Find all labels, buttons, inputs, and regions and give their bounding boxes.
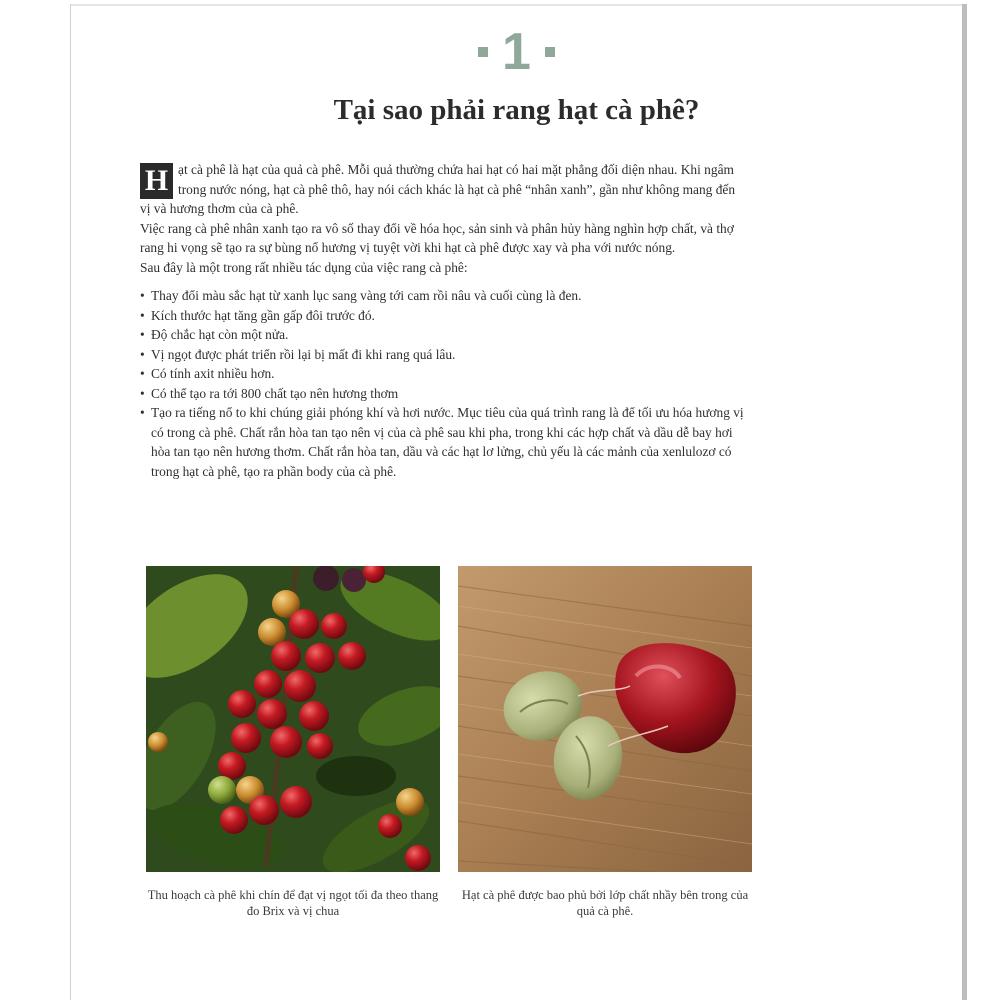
list-item: • Có thể tạo ra tới 800 chất tạo nên hương thơm (140, 384, 744, 404)
figure-caption-1: Thu hoạch cà phê khi chín để đạt vị ngọt tối đa theo thang đo Brix và vị chua (147, 888, 439, 918)
list-item: • Thay đổi màu sắc hạt từ xanh lục sang vàng tới cam rồi nâu và cuối cùng là đen. (140, 286, 744, 306)
intro-paragraph-1 (140, 160, 744, 219)
coffee-cherries-illustration (146, 566, 440, 872)
list-item: • Vị ngọt được phát triển rồi lại bị mất đi khi rang quá lâu. (140, 345, 744, 365)
body-text (140, 160, 744, 481)
chapter-square-right (545, 47, 555, 57)
intro-paragraph-2: Việc rang cà phê nhân xanh tạo ra vô số thay đổi về hóa học, sản sinh và phân hủy hàng nghìn hợp chất, và thợ rang hi vọng sẽ tạo ra sự bùng nổ hương vị tuyệt vời khi hạt cà phê được xay và pha với nước nóng. (140, 220, 734, 255)
list-item: • Độ chắc hạt còn một nửa. (140, 325, 744, 345)
page-top-edge (71, 4, 962, 6)
roasting-effects-list (140, 286, 744, 481)
chapter-square-left (478, 47, 488, 57)
drop-cap: H (140, 163, 173, 199)
figure-caption-2: Hạt cà phê được bao phủ bởi lớp chất nhầy bên trong của quả cà phê. (461, 888, 749, 918)
list-item: • Tạo ra tiếng nổ to khi chúng giải phóng khí và hơi nước. Mục tiêu của quá trình rang là để tối ưu hóa hương vị có trong cà phê. Chất rắn hòa tan tạo nên vị của cà phê sau khi pha, trong khi các hợp chất và dầu dễ bay hơi hòa tan tạo nên hương thơm. Chất rắn hòa tan, dầu và các hạt lơ lửng, chủ yếu là các mảnh của xenlulozơ có trong hạt cà phê, tạo ra phần body của cà phê. (140, 403, 744, 481)
coffee-cherries-photo (146, 566, 440, 872)
list-item: • Kích thước hạt tăng gần gấp đôi trước đó. (140, 306, 744, 326)
intro-paragraph-3: Sau đây là một trong rất nhiều tác dụng của việc rang cà phê: (140, 259, 468, 275)
coffee-beans-illustration (458, 566, 752, 872)
coffee-beans-photo (458, 566, 752, 872)
chapter-number-text: 1 (502, 23, 531, 81)
list-item: • Có tính axit nhiều hơn. (140, 364, 744, 384)
page-title: Tại sao phải rang hạt cà phê? (333, 94, 700, 126)
chapter-number (71, 22, 962, 82)
intro-paragraph-1-text: ạt cà phê là hạt của quả cà phê. Mỗi quả thường chứa hai hạt có hai mặt phẳng đối diện nhau. Khi ngâm trong nước nóng, hạt cà phê thô, hay nói cách khác là hạt cà phê “nhân xanh”, gần như không mang đến vị và hương thơm của cà phê. (140, 162, 736, 216)
